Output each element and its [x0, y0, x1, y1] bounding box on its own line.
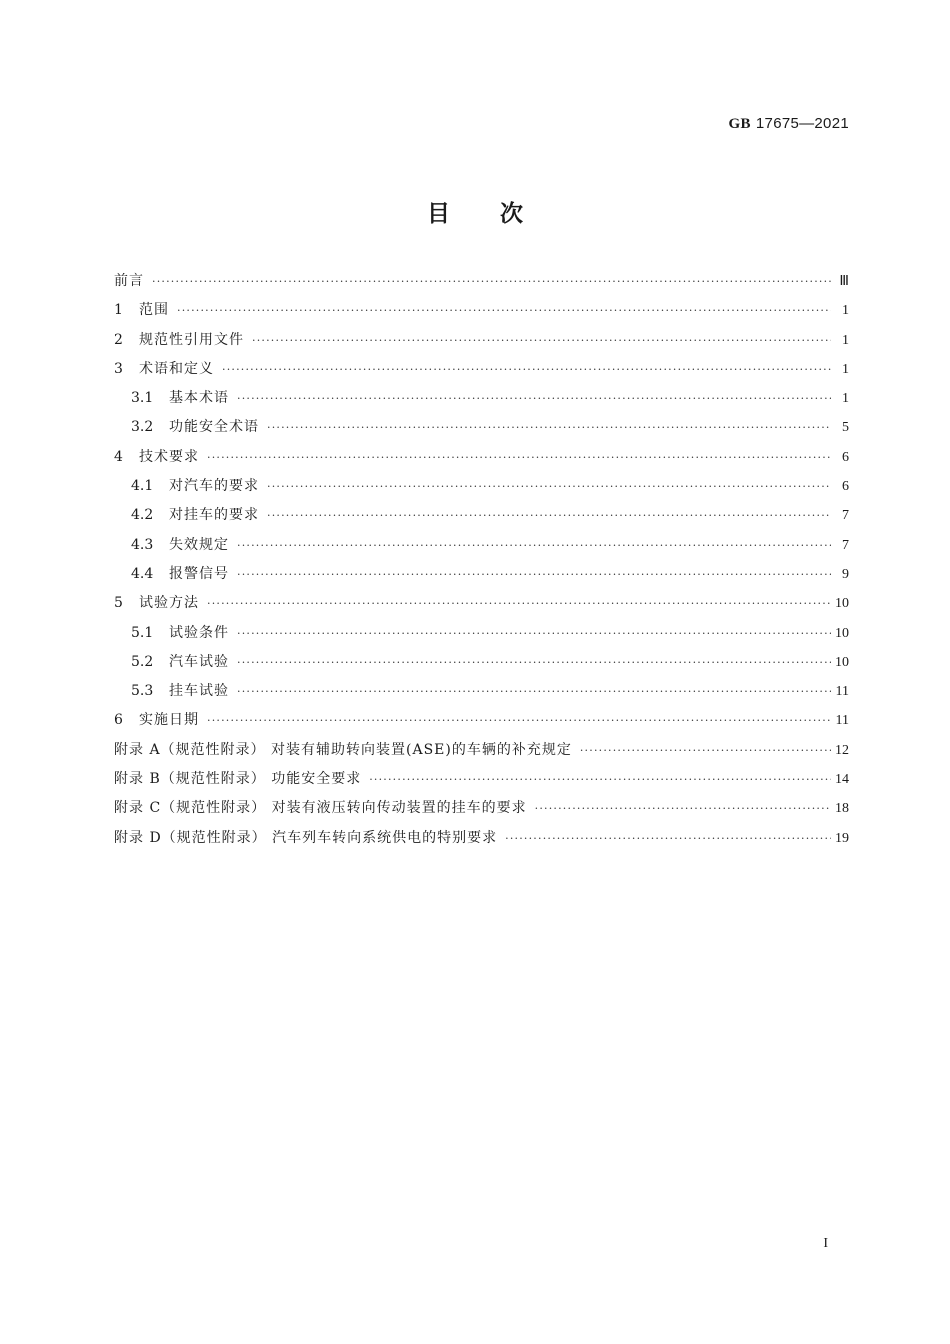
toc-entry[interactable] — [114, 387, 849, 416]
toc-entry-page: 7 — [842, 537, 849, 553]
toc-leader-dots — [207, 597, 831, 610]
toc-entry-label: 术语和定义 — [139, 360, 214, 377]
toc-entry[interactable] — [114, 592, 849, 621]
toc-leader-dots — [222, 363, 831, 376]
toc-entry-page: 11 — [835, 713, 849, 729]
toc-entry[interactable] — [114, 622, 849, 651]
toc-entry-page: 9 — [842, 566, 849, 582]
standard-header — [729, 114, 849, 133]
toc-entry[interactable] — [114, 680, 849, 709]
toc-entry-page: 11 — [835, 684, 849, 700]
toc-entry-page: 18 — [835, 801, 849, 817]
toc-entry-label: 功能安全术语 — [169, 419, 259, 436]
toc-entry-page: 14 — [835, 772, 849, 788]
toc-leader-dots — [267, 421, 831, 434]
toc-entry-page: Ⅲ — [839, 274, 849, 289]
toc-entry-number: 4.3 — [131, 536, 154, 553]
toc-leader-dots — [237, 392, 831, 405]
toc-leader-dots — [237, 627, 831, 640]
toc-entry-number: 5.1 — [131, 624, 154, 641]
toc-entry-label: 附录 A（规范性附录） 对装有辅助转向装置(ASE)的车辆的补充规定 — [114, 741, 572, 758]
toc-leader-dots — [252, 334, 831, 347]
toc-leader-dots — [237, 685, 831, 698]
toc-entry-page: 12 — [835, 742, 849, 758]
page-title: 目次 — [427, 201, 573, 227]
toc-entry-label: 前言 — [114, 273, 144, 289]
toc-entry-page: 10 — [835, 625, 849, 641]
toc-entry-number: 4 — [114, 448, 123, 465]
toc-entry-number: 5 — [114, 595, 123, 612]
toc-leader-dots — [267, 509, 831, 522]
toc-entry-label: 对挂车的要求 — [169, 507, 259, 524]
toc-entry-number: 4.4 — [131, 565, 154, 582]
toc-entry[interactable] — [114, 299, 849, 328]
toc-entry-label: 实施日期 — [139, 712, 199, 729]
toc-entry-page: 10 — [835, 596, 849, 612]
toc-entry-label: 规范性引用文件 — [139, 331, 244, 348]
toc-entry-number: 4.1 — [131, 478, 154, 495]
toc-leader-dots — [505, 832, 831, 845]
toc-entry-number: 3.1 — [131, 390, 154, 407]
toc-leader-dots — [237, 568, 831, 581]
toc-entry-number: 3.2 — [131, 419, 154, 436]
toc-entry-number: 2 — [114, 331, 123, 348]
toc-leader-dots — [580, 744, 831, 757]
toc-entry[interactable] — [114, 768, 849, 797]
toc-leader-dots — [237, 656, 831, 669]
toc-entry-page: 7 — [842, 508, 849, 524]
table-of-contents — [114, 270, 849, 856]
toc-entry[interactable] — [114, 446, 849, 475]
toc-entry[interactable] — [114, 709, 849, 738]
toc-entry[interactable] — [114, 739, 849, 768]
toc-entry[interactable] — [114, 416, 849, 445]
toc-entry-page: 1 — [842, 303, 849, 319]
standard-number: 17675—2021 — [755, 115, 849, 132]
toc-entry[interactable] — [114, 651, 849, 680]
toc-entry-page: 5 — [842, 420, 849, 436]
toc-entry-page: 6 — [842, 449, 849, 465]
toc-entry-page: 1 — [842, 332, 849, 348]
toc-entry-number: 1 — [114, 302, 123, 319]
toc-entry[interactable] — [114, 329, 849, 358]
toc-entry-page: 19 — [835, 830, 849, 846]
toc-entry-page: 1 — [842, 391, 849, 407]
toc-entry-label: 失效规定 — [169, 536, 229, 553]
toc-entry-number: 6 — [114, 712, 123, 729]
toc-entry-label: 挂车试验 — [169, 683, 229, 700]
toc-leader-dots — [369, 773, 831, 786]
toc-leader-dots — [207, 451, 831, 464]
toc-entry-label: 范围 — [139, 302, 169, 319]
toc-entry[interactable] — [114, 563, 849, 592]
toc-entry[interactable] — [114, 475, 849, 504]
toc-entry-label: 对汽车的要求 — [169, 478, 259, 495]
toc-leader-dots — [267, 480, 831, 493]
toc-entry-label: 试验条件 — [169, 624, 229, 641]
toc-entry-label: 报警信号 — [169, 565, 229, 582]
toc-leader-dots — [207, 714, 831, 727]
toc-entry-label: 附录 C（规范性附录） 对装有液压转向传动装置的挂车的要求 — [114, 800, 527, 817]
toc-leader-dots — [237, 539, 831, 552]
toc-entry-page: 1 — [842, 361, 849, 377]
toc-entry[interactable] — [114, 534, 849, 563]
toc-entry-label: 附录 B（规范性附录） 功能安全要求 — [114, 771, 362, 788]
toc-entry-label: 汽车试验 — [169, 653, 229, 670]
toc-entry-label: 基本术语 — [169, 390, 229, 407]
toc-entry-number: 4.2 — [131, 507, 154, 524]
toc-entry[interactable] — [114, 504, 849, 533]
toc-entry-number: 5.3 — [131, 683, 154, 700]
standard-prefix: GB — [728, 116, 751, 132]
toc-entry[interactable] — [114, 797, 849, 826]
toc-entry-label: 附录 D（规范性附录） 汽车列车转向系统供电的特别要求 — [114, 829, 498, 846]
toc-entry-label: 技术要求 — [139, 448, 199, 465]
toc-entry[interactable] — [114, 358, 849, 387]
toc-entry[interactable] — [114, 827, 849, 856]
toc-entry-page: 10 — [835, 654, 849, 670]
toc-entry-number: 5.2 — [131, 653, 154, 670]
toc-leader-dots — [152, 275, 831, 288]
toc-entry[interactable] — [114, 270, 849, 299]
toc-leader-dots — [535, 802, 831, 815]
page-number: I — [823, 1236, 828, 1251]
toc-entry-label: 试验方法 — [139, 595, 199, 612]
toc-leader-dots — [177, 304, 831, 317]
toc-entry-number: 3 — [114, 360, 123, 377]
toc-entry-page: 6 — [842, 479, 849, 495]
